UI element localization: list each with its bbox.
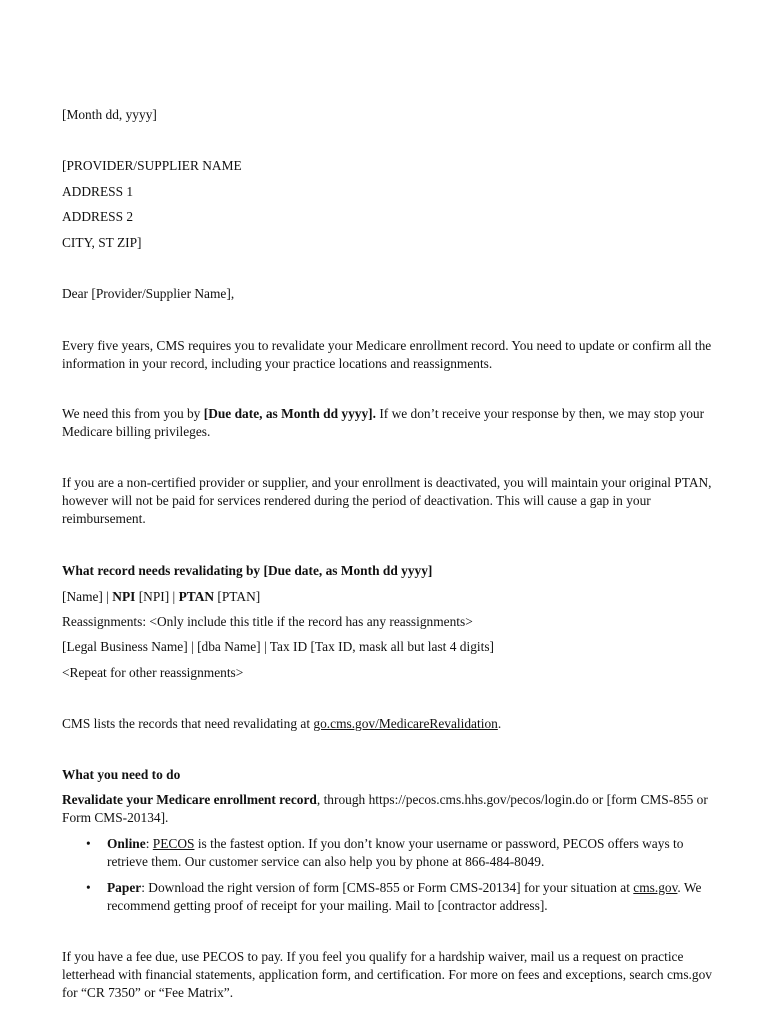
online-sep: : (145, 836, 153, 851)
online-label: Online (107, 836, 146, 851)
list-item-online (62, 835, 712, 871)
due-date-suffix: If we don’t receive your response by then, we may stop your Medicare billing privileges. (62, 406, 705, 439)
paragraph-due-date (62, 405, 712, 441)
recipient-city: CITY, ST ZIP] (62, 235, 142, 250)
submission-options-list (62, 835, 712, 915)
legal-business-line: [Legal Business Name] | [dba Name] | Tax ID [Tax ID, mask all but last 4 digits] (62, 639, 495, 654)
revalidate-instruction (62, 791, 712, 827)
revalidation-link[interactable]: go.cms.gov/MedicareRevalidation (313, 716, 498, 731)
bullet-glyph: • (86, 836, 91, 851)
record-name: [Name] | (62, 589, 113, 604)
recipient-address1: ADDRESS 1 (62, 184, 134, 199)
list-item-paper (62, 879, 712, 915)
npi-label: NPI (112, 589, 136, 604)
npi-value: [NPI] | (135, 589, 179, 604)
ptan-value: [PTAN] (214, 589, 261, 604)
paragraph-revalidation-intro: Every five years, CMS requires you to revalidate your Medicare enrollment record. You need to update or confirm all the information in your record, including your practice locations and reassignments. (62, 338, 712, 371)
paragraph-fee: If you have a fee due, use PECOS to pay. If you feel you qualify for a hardship waiver, mail us a request on practice letterhead with financial statements, application form, and certification. For more on fees and exceptions, search cms.gov for “CR 7350” or “Fee Matrix”. (62, 949, 712, 1000)
bullet-glyph: • (86, 880, 91, 895)
salutation: Dear [Provider/Supplier Name], (62, 286, 235, 301)
due-date-prefix: We need this from you by (62, 406, 204, 421)
revalidate-rest: , through https://pecos.cms.hhs.gov/pecos/login.do or [form CMS-855 or Form CMS-20134]. (62, 792, 708, 825)
ptan-label: PTAN (178, 589, 215, 604)
recipient-name: [PROVIDER/SUPPLIER NAME (62, 158, 242, 173)
paper-text: . We recommend getting proof of receipt for your mailing. Mail to [contractor address]. (107, 880, 702, 913)
paragraph-non-certified: If you are a non-certified provider or supplier, and your enrollment is deactivated, you will maintain your original PTAN, however will not be paid for services rendered during the period of deactivation. This will cause a gap in your reimbursement. (62, 475, 712, 526)
letter-date: [Month dd, yyyy] (62, 107, 157, 122)
paper-text-before: : Download the right version of form [CMS-855 or Form CMS-20134] for your situation at (141, 880, 634, 895)
cms-gov-link[interactable]: cms.gov (633, 880, 678, 895)
cms-lists-suffix: . (497, 716, 502, 731)
due-date-value: [Due date, as Month dd yyyy]. (203, 406, 376, 421)
record-identifiers (62, 588, 260, 606)
paper-label: Paper (107, 880, 142, 895)
repeat-reassignments-line: <Repeat for other reassignments> (62, 665, 244, 680)
record-heading: What record needs revalidating by [Due date, as Month dd yyyy] (62, 563, 433, 578)
revalidate-bold: Revalidate your Medicare enrollment record (62, 792, 317, 807)
todo-heading: What you need to do (62, 767, 181, 782)
pecos-link[interactable]: PECOS (152, 836, 195, 851)
cms-lists-prefix: CMS lists the records that need revalidating at (62, 716, 314, 731)
cms-lists-line (62, 715, 501, 733)
reassignments-line: Reassignments: <Only include this title if the record has any reassignments> (62, 614, 473, 629)
recipient-address2: ADDRESS 2 (62, 209, 134, 224)
online-text: is the fastest option. If you don’t know your username or password, PECOS offers ways to retrieve them. Our customer service can also help you by phone at 866-484-8049. (107, 836, 684, 869)
